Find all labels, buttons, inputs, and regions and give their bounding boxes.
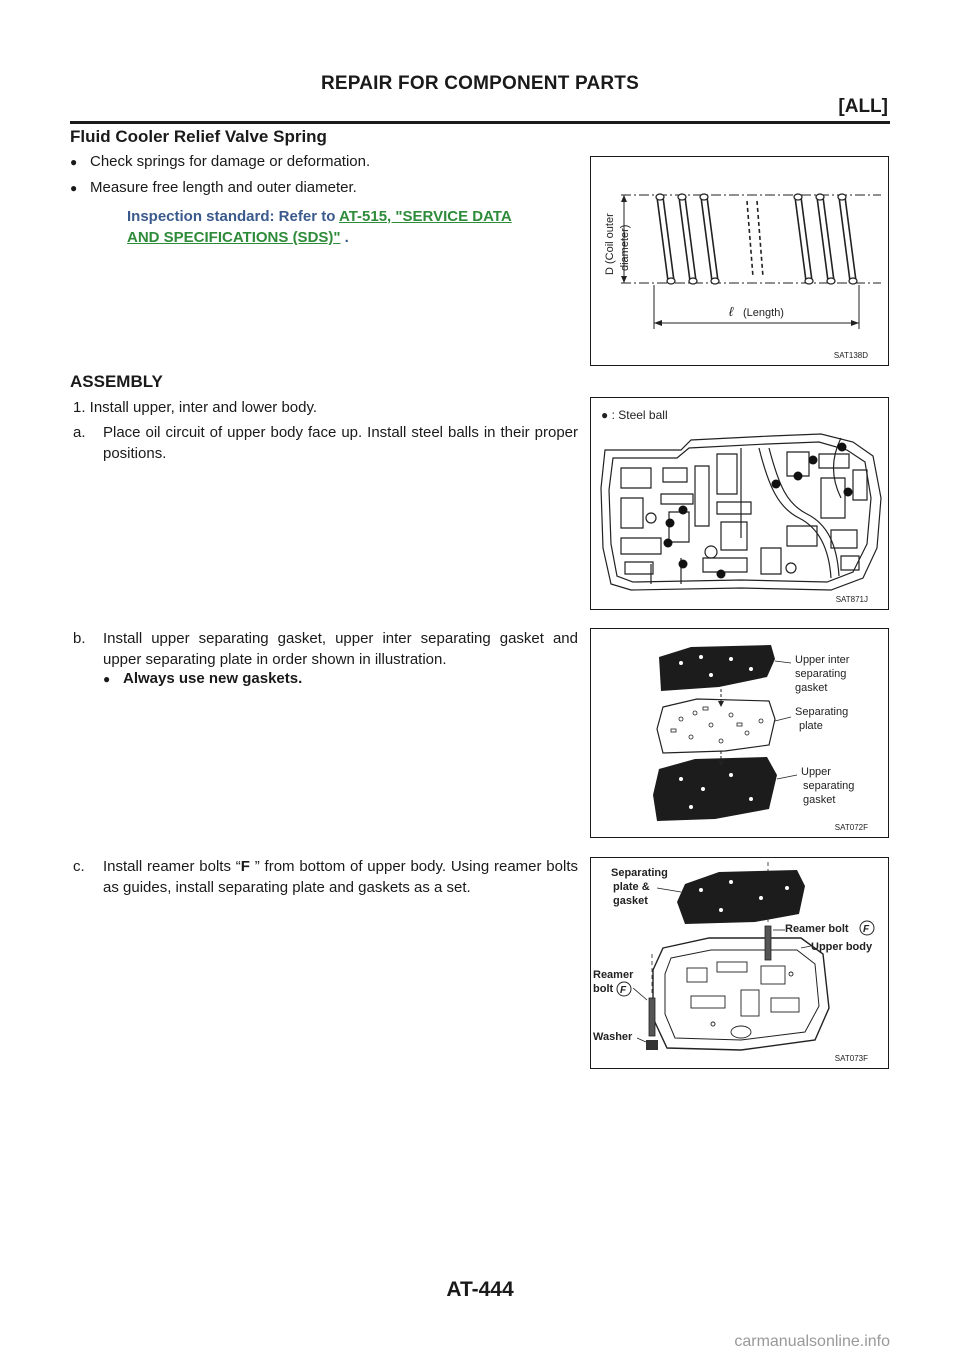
bullet-check-springs xyxy=(70,151,370,173)
step-b-text: Install upper separating gasket, upper inter separating gasket and upper separating plate in order shown in illustration. xyxy=(103,630,578,668)
header-rule xyxy=(70,121,890,124)
label-reamer-bolt-lower: Reamer bolt xyxy=(593,969,634,995)
inspection-prefix: Inspection standard: Refer to xyxy=(127,208,339,225)
label-upper-body: Upper body xyxy=(811,941,873,953)
reamer-bolt-mark-lower: F xyxy=(620,985,627,996)
step-1: 1. Install upper, inter and lower body. xyxy=(73,399,318,416)
step-c-text-post: ” from bottom of upper body. Using reamer bolts as guides, install separating plate and gaskets as a set. xyxy=(103,858,578,896)
label-reamer-bolt: Reamer bolt xyxy=(785,923,849,935)
figure-code: SAT073F xyxy=(834,1054,868,1063)
reamer-bolt-symbol: F xyxy=(240,858,250,875)
step-b-number: b. xyxy=(73,630,86,647)
bullet-dot: ● xyxy=(70,155,78,169)
step-a-text: Place oil circuit of upper body face up. Install steel balls in their proper positions. xyxy=(103,424,578,462)
inspection-standard xyxy=(127,206,577,248)
figure-steel-ball-positions xyxy=(590,397,889,610)
label-separating-plate: Separating plate xyxy=(795,706,849,732)
bullet-text: Measure free length and outer diameter. xyxy=(90,179,357,196)
figure-gasket-order xyxy=(590,628,889,838)
reamer-bolt-mark: F xyxy=(863,924,870,935)
step-a-number: a. xyxy=(73,424,86,441)
length-label: (Length) xyxy=(743,307,784,319)
bullet-dot: ● xyxy=(70,181,78,195)
figure-spring-dimensions xyxy=(590,156,889,366)
diameter-label-line1: D (Coil outer xyxy=(604,213,616,275)
page-header-title: REPAIR FOR COMPONENT PARTS xyxy=(320,73,639,94)
label-upper-inter-gasket: Upper inter separating gasket xyxy=(795,654,850,694)
bullet-measure-length xyxy=(70,177,357,199)
step-c-text-pre: Install reamer bolts “ xyxy=(103,858,241,875)
page-number: AT-444 xyxy=(446,1278,514,1301)
inspection-suffix: . xyxy=(340,229,349,246)
spring-diagram xyxy=(591,157,888,365)
section-heading-relief-valve-spring: Fluid Cooler Relief Valve Spring xyxy=(70,127,327,146)
sds-link-part1[interactable]: AT-515, "SERVICE DATA xyxy=(338,208,512,225)
label-separating-plate-gasket: Separating plate & gasket xyxy=(611,867,668,907)
figure-code: SAT871J xyxy=(835,595,868,604)
figure-reamer-bolts xyxy=(590,857,889,1069)
label-upper-separating-gasket: Upper separating gasket xyxy=(801,766,855,806)
label-washer: Washer xyxy=(593,1031,633,1043)
sds-link-part2[interactable]: AND SPECIFICATIONS (SDS)" xyxy=(127,229,341,246)
section-heading-assembly: ASSEMBLY xyxy=(70,372,163,391)
diameter-label-line2: diameter) xyxy=(619,224,631,271)
step-c-number: c. xyxy=(73,858,85,875)
steel-ball-markers xyxy=(664,443,853,579)
bullet-text: Always use new gaskets. xyxy=(123,670,303,687)
figure-code: SAT072F xyxy=(834,823,868,832)
step-c-text xyxy=(103,856,578,898)
bullet-dot: ● xyxy=(103,672,111,686)
watermark: carmanualsonline.info xyxy=(734,1333,890,1350)
steel-ball-legend: ● : Steel ball xyxy=(601,408,668,422)
bullet-text: Check springs for damage or deformation. xyxy=(90,153,371,170)
bullet-new-gaskets xyxy=(103,668,302,690)
figure-code: SAT138D xyxy=(833,351,868,360)
valve-body-diagram xyxy=(591,398,888,609)
reamer-bolt-diagram xyxy=(591,858,888,1068)
page-header-tag: [ALL] xyxy=(838,96,888,117)
length-symbol: ℓ xyxy=(729,304,734,319)
gasket-stack-diagram xyxy=(591,629,888,837)
